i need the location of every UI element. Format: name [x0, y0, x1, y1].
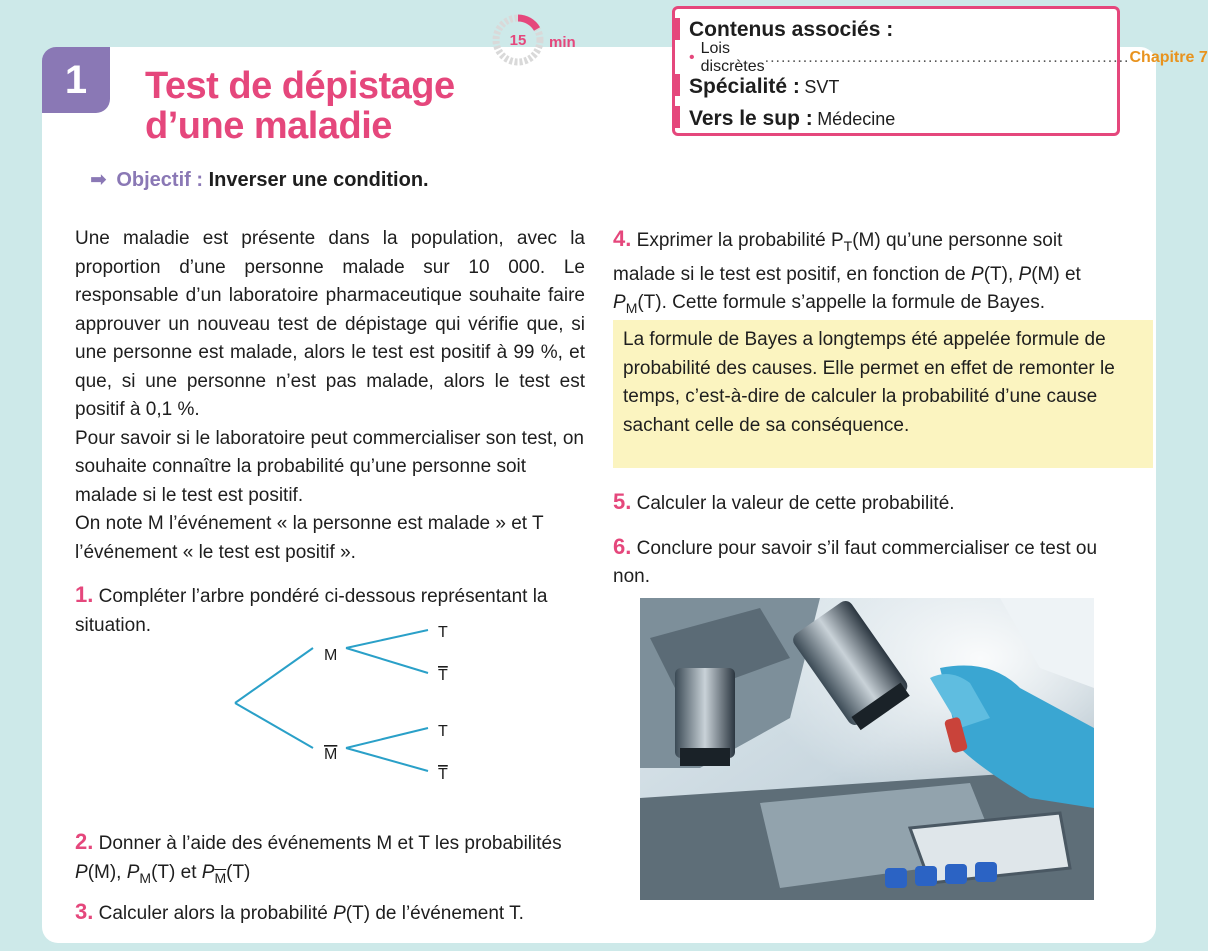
exercise-number-badge [42, 47, 110, 113]
q3-p-symbol: P [333, 903, 346, 924]
q4-text-a: Exprimer la probabilité P [636, 230, 844, 251]
question-4 [613, 225, 1123, 323]
info-contenus-row [689, 15, 1107, 45]
q2-p-symbol: P [75, 861, 88, 883]
question-5 [613, 488, 1133, 519]
objectif-label: Objectif : [116, 169, 203, 191]
tree-leaf-t-1: T [438, 624, 448, 641]
question-5-text: Calculer la valeur de cette probabilité. [636, 493, 955, 514]
sup-value: Médecine [817, 109, 896, 129]
q2-pt-arg: (T) et [151, 861, 202, 883]
tree-leaf-tbar-2: T [438, 766, 448, 783]
right-column [613, 225, 1123, 323]
q2-pm-arg: (M), [87, 861, 127, 883]
bayes-note: La formule de Bayes a longtemps été appelée formule de probabilité des causes. Elle permet en effet de remonter le temps, c’est-à-dire de calculer la probabilité d’une cause sachant celle de sa conséquence. [613, 320, 1153, 468]
question-5-number: 5. [613, 489, 632, 514]
question-2-number: 2. [75, 829, 94, 854]
title-line-2: d’une maladie [145, 105, 392, 147]
q2-sub-m: M [139, 869, 152, 886]
q4-text-b: (M) qu’une personne soit malade si le test est positif, en fonction de [613, 230, 1063, 285]
question-2 [75, 828, 585, 892]
tree-leaf-t-2: T [438, 723, 448, 740]
probability-tree [230, 615, 490, 795]
intro-paragraph: Une maladie est présente dans la population, avec la proportion d’une personne malade sur 10 000. Le responsable d’un laboratoire pharmaceutique souhaite faire approuver un nouveau test de dépistage qui vérifie que, si une personne est malade, alors le test est positif à 99 %, et que, si une personne n’est pas malade, alors le test est positif à 0,1 %. [75, 228, 585, 420]
question-3-text-b: (T) de l’événement T. [345, 903, 524, 924]
specialite-value: SVT [804, 77, 840, 97]
notation-paragraph: On note M l’événement « la personne est malade » et T l’événement « le test est positif ». [75, 513, 544, 563]
exercise-number: 1 [64, 57, 88, 102]
lois-discretes-text: Lois discrètes [700, 40, 765, 75]
q4-sub-t: T [843, 238, 853, 254]
tree-leaf-tbar-1: T [438, 667, 448, 684]
info-specialite-row [689, 71, 1107, 103]
tree-node-mbar: M [324, 746, 338, 763]
tree-node-m: M [324, 647, 338, 664]
timer-value: 15 [509, 31, 527, 49]
question-1-number: 1. [75, 582, 94, 607]
question-6-number: 6. [613, 533, 632, 559]
contenus-label: Contenus associés : [689, 18, 894, 41]
sup-label: Vers le sup : [689, 107, 813, 130]
q4-text-c: (T), [983, 263, 1019, 285]
specialite-label: Spécialité : [689, 75, 800, 98]
question-3-number: 3. [75, 899, 94, 924]
objectif-text: Inverser une condition. [208, 169, 429, 191]
q4-text-d: (M) et [1031, 263, 1081, 285]
arrow-right-icon: ➡ [90, 169, 107, 191]
question-2-text: Donner à l’aide des événements M et T les probabilités [98, 833, 562, 854]
question-1-text: Compléter l’arbre pondéré ci-dessous représentant la situation. [75, 586, 548, 636]
q4-sub-m: M [625, 300, 638, 316]
q4-p-symbol-2: P [1018, 263, 1032, 285]
right-questions [613, 488, 1133, 592]
q2-sub-mbar: M [214, 869, 227, 886]
q4-p-symbol-3: P [613, 292, 626, 313]
exercise-title [145, 66, 455, 146]
question-6 [613, 533, 1133, 592]
q2-p-symbol-2: P [126, 861, 140, 883]
q4-text-e: (T). Cette formule s’appelle la formule de Bayes. [637, 292, 1045, 313]
leader-dots: ................................................................... [764, 49, 1130, 66]
question-3 [75, 898, 585, 929]
bullet-icon: • [689, 49, 695, 66]
chapter-link[interactable]: Chapitre 7 [1129, 49, 1208, 66]
q4-p-symbol-1: P [971, 263, 984, 285]
question-6-text: Conclure pour savoir s’il faut commercialiser ce test ou non. [613, 537, 1098, 587]
q2-p-symbol-3: P [201, 861, 215, 883]
left-column [75, 225, 585, 929]
context-paragraph: Pour savoir si le laboratoire peut commercialiser son test, on souhaite connaître la probabilité qu’une personne soit malade si le test est positif. [75, 427, 585, 506]
microscope-photo [640, 598, 1094, 900]
title-line-1: Test de dépistage [145, 65, 455, 107]
question-3-text-a: Calculer alors la probabilité [98, 903, 334, 924]
timer-unit: min [549, 34, 576, 51]
info-chapter-line [689, 40, 1208, 75]
info-sup-row [689, 103, 1107, 135]
q2-pt-arg-2: (T) [226, 861, 251, 883]
question-4-number: 4. [613, 226, 632, 251]
objectif-line [90, 167, 429, 192]
info-box [672, 6, 1208, 136]
